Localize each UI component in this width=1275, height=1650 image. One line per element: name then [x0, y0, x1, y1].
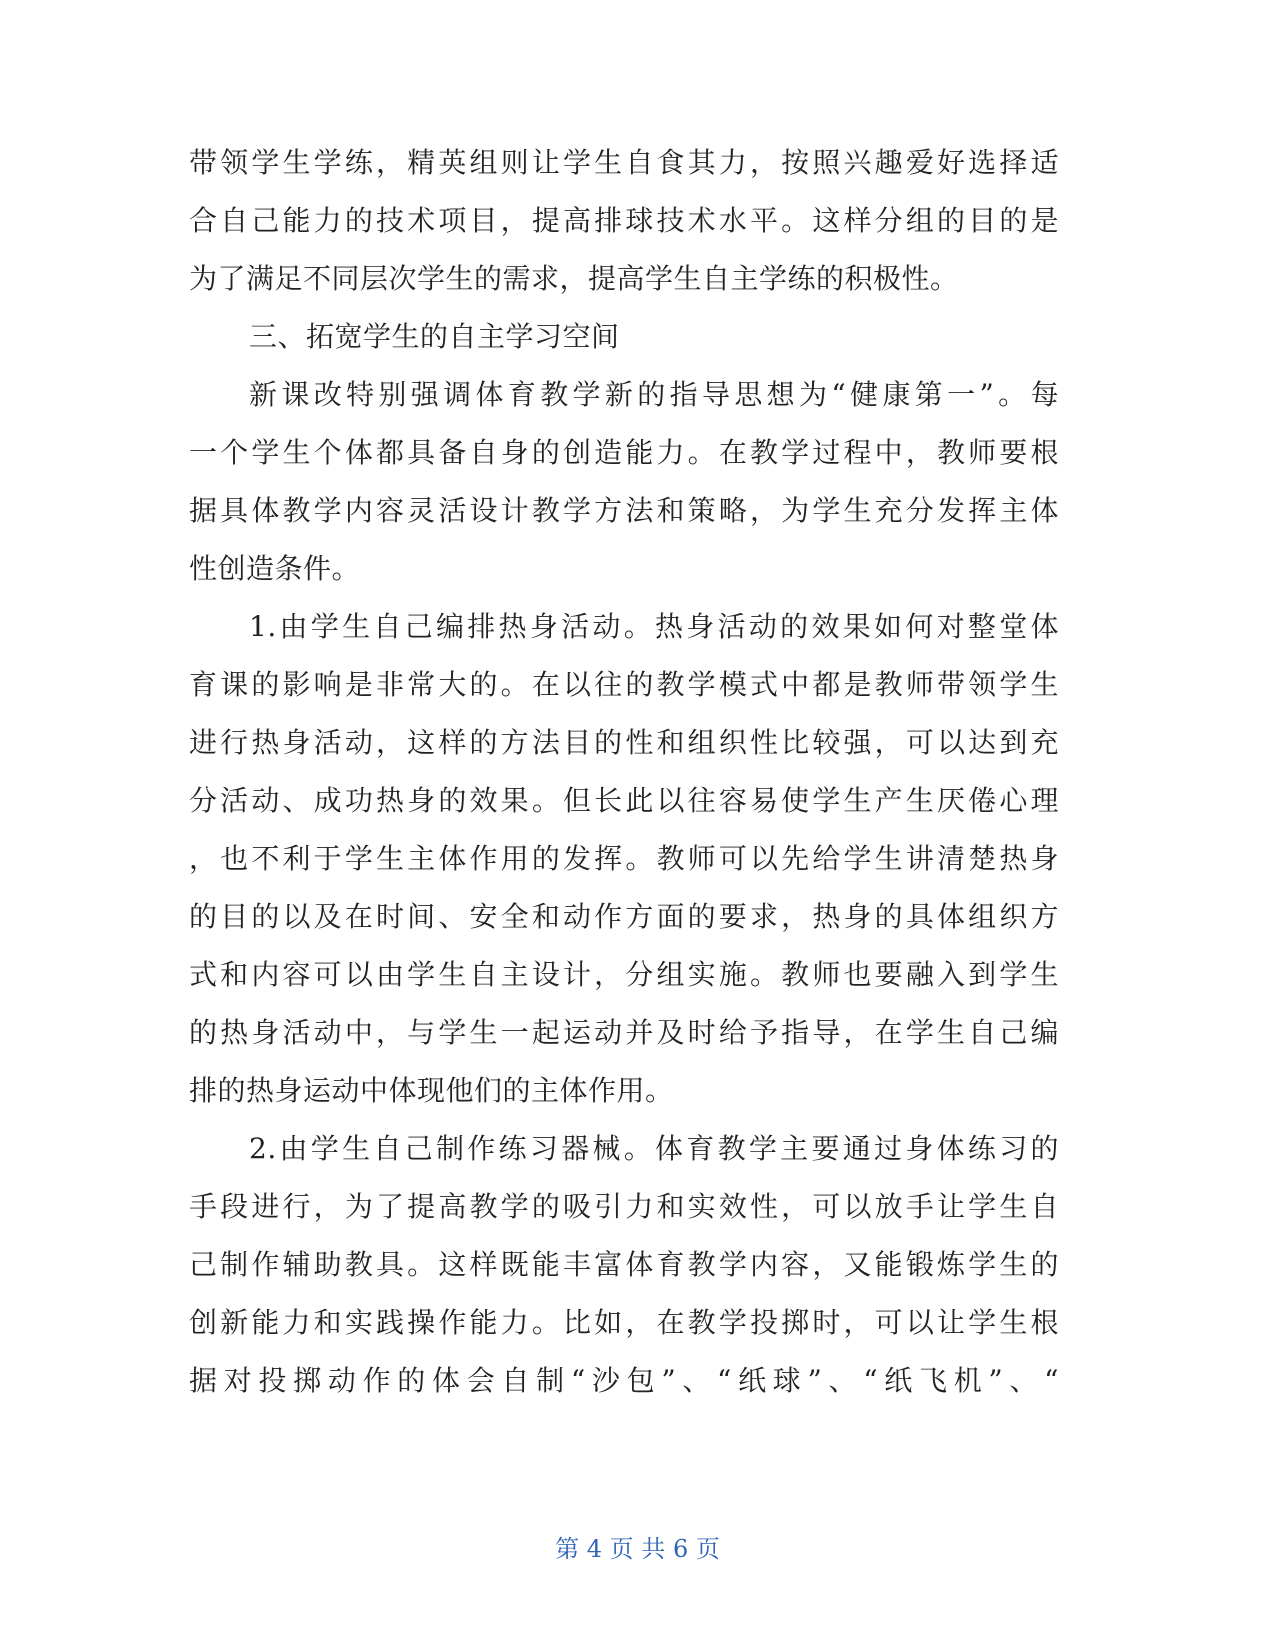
body-text-line: 新课改特别强调体育教学新的指导思想为“健康第一”。每: [249, 378, 1059, 411]
body-text-line: 进行热身活动，这样的方法目的性和组织性比较强，可以达到充: [189, 726, 1059, 759]
section-heading: 三、拓宽学生的自主学习空间: [249, 320, 620, 353]
body-text-line: 式和内容可以由学生自主设计，分组实施。教师也要融入到学生: [189, 958, 1059, 991]
body-text-line: 带领学生学练，精英组则让学生自食其力，按照兴趣爱好选择适: [189, 146, 1059, 179]
body-text-line: 2.由学生自己制作练习器械。体育教学主要通过身体练习的: [249, 1132, 1059, 1165]
body-text-line: 己制作辅助教具。这样既能丰富体育教学内容，又能锻炼学生的: [189, 1248, 1059, 1281]
body-text-line: 据具体教学内容灵活设计教学方法和策略，为学生充分发挥主体: [189, 494, 1059, 527]
body-text-line: 育课的影响是非常大的。在以往的教学模式中都是教师带领学生: [189, 668, 1059, 701]
body-text-line: 据对投掷动作的体会自制“沙包”、“纸球”、“纸飞机”、“: [189, 1364, 1059, 1397]
body-text-line: 手段进行，为了提高教学的吸引力和实效性，可以放手让学生自: [189, 1190, 1059, 1223]
body-text-line: 的目的以及在时间、安全和动作方面的要求，热身的具体组织方: [189, 900, 1059, 933]
body-text-line: 性创造条件。: [189, 552, 361, 585]
body-text-line: 的热身活动中，与学生一起运动并及时给予指导，在学生自己编: [189, 1016, 1059, 1049]
body-text-line: 合自己能力的技术项目，提高排球技术水平。这样分组的目的是: [189, 204, 1059, 237]
body-text-line: 1.由学生自己编排热身活动。热身活动的效果如何对整堂体: [249, 610, 1059, 643]
body-text-line: 分活动、成功热身的效果。但长此以往容易使学生产生厌倦心理: [189, 784, 1059, 817]
body-text-line: 创新能力和实践操作能力。比如，在教学投掷时，可以让学生根: [189, 1306, 1059, 1339]
body-text-line: 一个学生个体都具备自身的创造能力。在教学过程中，教师要根: [189, 436, 1059, 469]
body-text-line: 排的热身运动中体现他们的主体作用。: [189, 1074, 674, 1107]
page-number-footer: 第 4 页 共 6 页: [555, 1535, 720, 1563]
body-text-line: 为了满足不同层次学生的需求，提高学生自主学练的积极性。: [189, 262, 959, 295]
body-text-line: ，也不利于学生主体作用的发挥。教师可以先给学生讲清楚热身: [189, 842, 1059, 875]
